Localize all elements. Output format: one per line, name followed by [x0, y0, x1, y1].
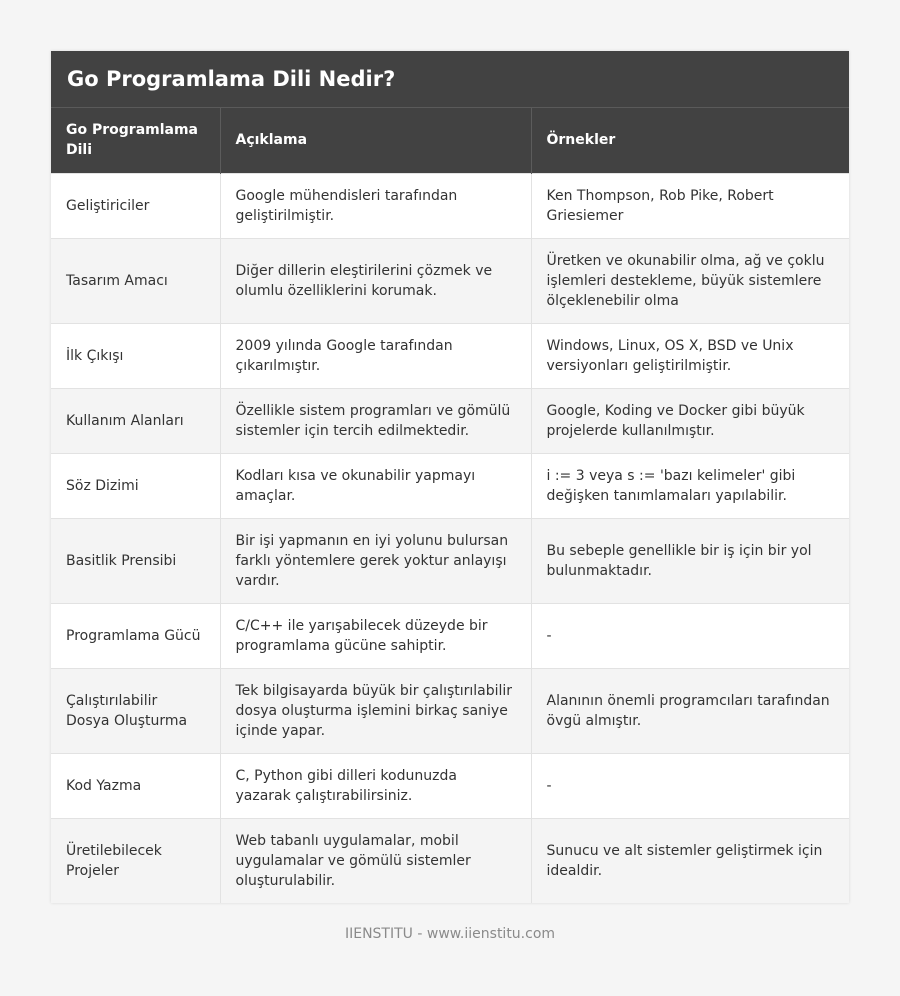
row-example-cell: Ken Thompson, Rob Pike, Robert Griesiemer: [531, 173, 849, 238]
column-header-topic: Go Programlama Dili: [51, 108, 220, 173]
page-title: Go Programlama Dili Nedir?: [67, 67, 396, 91]
row-topic-cell: Söz Dizimi: [51, 453, 220, 518]
info-card: [51, 51, 849, 903]
row-topic-cell: Çalıştırılabilir Dosya Oluşturma: [51, 668, 220, 753]
table-header-row: [51, 108, 849, 173]
row-topic-cell: Tasarım Amacı: [51, 238, 220, 323]
row-example-cell: Sunucu ve alt sistemler geliştirmek için idealdir.: [531, 818, 849, 903]
row-topic-cell: Üretilebilecek Projeler: [51, 818, 220, 903]
row-example-cell: -: [531, 603, 849, 668]
row-description-cell: Tek bilgisayarda büyük bir çalıştırılabilir dosya oluşturma işlemini birkaç saniye içinde yapar.: [220, 668, 531, 753]
row-topic-cell: Programlama Gücü: [51, 603, 220, 668]
info-table: [51, 108, 849, 903]
row-example-cell: Alanının önemli programcıları tarafından övgü almıştır.: [531, 668, 849, 753]
row-example-cell: Üretken ve okunabilir olma, ağ ve çoklu işlemleri destekleme, büyük sistemlere ölçeklenebilir olma: [531, 238, 849, 323]
row-example-cell: Bu sebeple genellikle bir iş için bir yol bulunmaktadır.: [531, 518, 849, 603]
row-description-cell: C/C++ ile yarışabilecek düzeyde bir programlama gücüne sahiptir.: [220, 603, 531, 668]
table-row: [51, 518, 849, 603]
row-example-cell: Google, Koding ve Docker gibi büyük projelerde kullanılmıştır.: [531, 388, 849, 453]
table-row: [51, 818, 849, 903]
table-row: [51, 603, 849, 668]
row-description-cell: Özellikle sistem programları ve gömülü sistemler için tercih edilmektedir.: [220, 388, 531, 453]
row-description-cell: C, Python gibi dilleri kodunuzda yazarak çalıştırabilirsiniz.: [220, 753, 531, 818]
row-description-cell: Bir işi yapmanın en iyi yolunu bulursan farklı yöntemlere gerek yoktur anlayışı vardır.: [220, 518, 531, 603]
row-example-cell: Windows, Linux, OS X, BSD ve Unix versiyonları geliştirilmiştir.: [531, 323, 849, 388]
footer-credit: IIENSTITU - www.iienstitu.com: [344, 926, 556, 942]
row-description-cell: 2009 yılında Google tarafından çıkarılmıştır.: [220, 323, 531, 388]
row-topic-cell: Geliştiriciler: [51, 173, 220, 238]
column-header-description: Açıklama: [220, 108, 531, 173]
table-row: [51, 173, 849, 238]
table-row: [51, 388, 849, 453]
row-topic-cell: İlk Çıkışı: [51, 323, 220, 388]
table-row: [51, 323, 849, 388]
row-example-cell: i := 3 veya s := 'bazı kelimeler' gibi değişken tanımlamaları yapılabilir.: [531, 453, 849, 518]
table-row: [51, 453, 849, 518]
row-description-cell: Web tabanlı uygulamalar, mobil uygulamalar ve gömülü sistemler oluşturulabilir.: [220, 818, 531, 903]
table-row: [51, 238, 849, 323]
table-row: [51, 668, 849, 753]
row-example-cell: -: [531, 753, 849, 818]
row-topic-cell: Kod Yazma: [51, 753, 220, 818]
row-description-cell: Diğer dillerin eleştirilerini çözmek ve olumlu özelliklerini korumak.: [220, 238, 531, 323]
row-description-cell: Kodları kısa ve okunabilir yapmayı amaçlar.: [220, 453, 531, 518]
row-topic-cell: Kullanım Alanları: [51, 388, 220, 453]
row-description-cell: Google mühendisleri tarafından geliştirilmiştir.: [220, 173, 531, 238]
column-header-examples: Örnekler: [531, 108, 849, 173]
table-row: [51, 753, 849, 818]
title-bar: [51, 51, 849, 108]
row-topic-cell: Basitlik Prensibi: [51, 518, 220, 603]
